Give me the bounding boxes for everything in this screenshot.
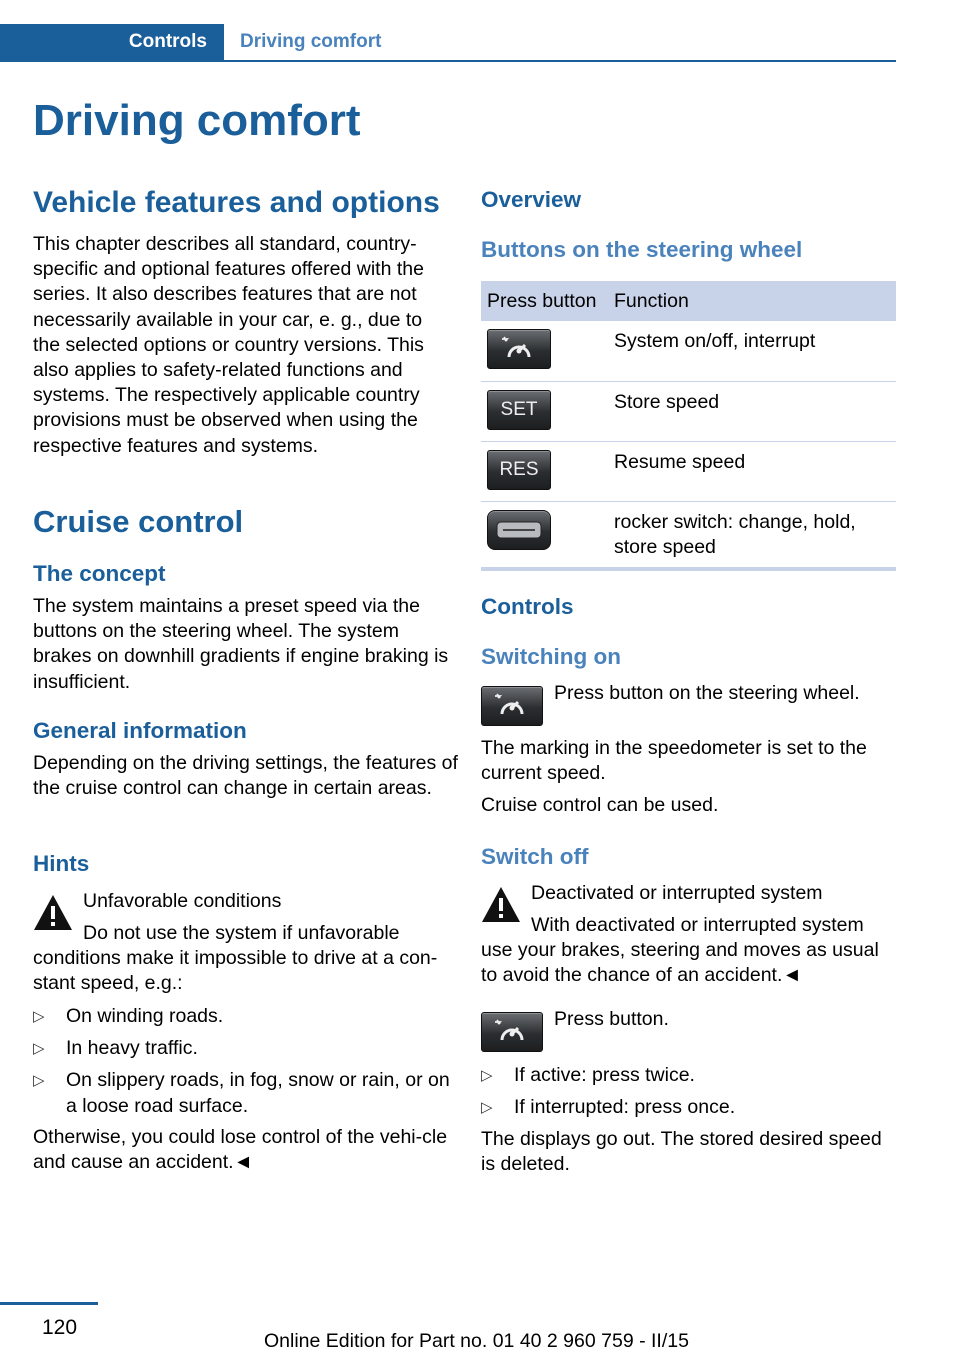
cruise-control-icon bbox=[487, 329, 551, 369]
controls-heading: Controls bbox=[481, 594, 574, 619]
conditions-list bbox=[33, 1004, 453, 1119]
warning-text-first-line: Do not use the system if unfavorable bbox=[83, 922, 400, 944]
switching-on-text: Press button on the steering wheel. bbox=[554, 682, 860, 704]
chapter-title: Driving comfort bbox=[33, 96, 361, 145]
hints-heading: Hints bbox=[33, 851, 90, 876]
displays-text: The displays go out. The stored desired speed is deleted. bbox=[481, 1128, 882, 1176]
header-divider bbox=[0, 60, 896, 62]
vehicle-features-text: This chapter describes all standard, country-specific and optional features offered with the series. It also describes features that are not necessarily available in your car, e. g., due to the selected options or country versions. This also applies to safety-related functions and systems. The respectively applicable country provisions must be observed when using the respective features and systems. bbox=[33, 233, 424, 457]
switch-off-warning-text: use your brakes, steering and moves as usual to avoid the chance of an accident.◄ bbox=[481, 939, 879, 987]
concept-text: The system maintains a preset speed via the buttons on the steering wheel. The system brakes on downhill gradients if engine braking is insufficient. bbox=[33, 595, 449, 693]
set-button-icon: SET bbox=[487, 390, 551, 430]
footer-rule bbox=[0, 1302, 98, 1305]
press-button-text: Press button. bbox=[554, 1008, 669, 1030]
function-cell: Store speed bbox=[608, 381, 896, 441]
warning-title: Unfavorable conditions bbox=[83, 890, 282, 912]
function-cell: System on/off, interrupt bbox=[608, 321, 896, 381]
function-cell: rocker switch: change, hold, store speed bbox=[608, 501, 896, 569]
warning-text: conditions make it impossible to drive at a con-stant speed, e.g.: bbox=[33, 947, 438, 995]
vehicle-features-heading: Vehicle features and options bbox=[33, 186, 440, 219]
list-item: ▷ On slippery roads, in fog, snow or rain, or on a loose road surface. bbox=[33, 1069, 450, 1117]
table-row bbox=[481, 501, 896, 569]
column-header-press: Press button bbox=[481, 281, 608, 321]
list-item: ▷ If interrupted: press once. bbox=[481, 1095, 896, 1120]
can-be-used-text: Cruise control can be used. bbox=[481, 794, 719, 816]
overview-heading: Overview bbox=[481, 187, 582, 212]
switch-off-warning-title: Deactivated or interrupted system bbox=[531, 882, 823, 904]
table-row bbox=[481, 381, 896, 441]
warning-icon bbox=[33, 893, 73, 933]
table-row bbox=[481, 441, 896, 501]
rocker-switch-icon bbox=[487, 510, 551, 550]
cruise-control-icon bbox=[481, 1012, 543, 1052]
switch-off-warning-first-line: With deactivated or interrupted system bbox=[531, 914, 864, 936]
buttons-heading: Buttons on the steering wheel bbox=[481, 237, 803, 262]
page-number: 120 bbox=[42, 1316, 78, 1339]
cruise-control-heading: Cruise control bbox=[33, 504, 244, 539]
buttons-table bbox=[481, 281, 896, 571]
bullet-marker: ▷ bbox=[33, 1072, 45, 1090]
bullet-marker: ▷ bbox=[33, 1040, 45, 1058]
warning-icon bbox=[481, 885, 521, 925]
function-cell: Resume speed bbox=[608, 441, 896, 501]
bullet-marker: ▷ bbox=[33, 1008, 45, 1025]
list-item: ▷ In heavy traffic. bbox=[33, 1036, 453, 1061]
general-information-heading: General information bbox=[33, 718, 247, 743]
otherwise-text: Otherwise, you could lose control of the vehi-cle and cause an accident.◄ bbox=[33, 1126, 448, 1174]
edition-text: Online Edition for Part no. 01 40 2 960 759 - II/15 bbox=[264, 1330, 689, 1352]
concept-heading: The concept bbox=[33, 561, 166, 586]
header-subsection-tab[interactable]: Driving comfort bbox=[240, 31, 382, 52]
marking-text: The marking in the speedometer is set to the current speed. bbox=[481, 737, 867, 785]
column-header-function: Function bbox=[608, 281, 896, 321]
res-button-icon: RES bbox=[487, 450, 551, 490]
switch-off-list bbox=[481, 1063, 896, 1120]
list-item: ▷ If active: press twice. bbox=[481, 1063, 896, 1088]
list-item: ▷ On winding roads. bbox=[33, 1004, 453, 1029]
switch-off-heading: Switch off bbox=[481, 844, 589, 869]
general-information-text: Depending on the driving settings, the features of the cruise control can change in certain areas. bbox=[33, 752, 458, 800]
header-bar bbox=[0, 24, 896, 62]
header-section-tab[interactable]: Controls bbox=[0, 24, 224, 60]
switching-on-heading: Switching on bbox=[481, 644, 621, 669]
bullet-marker: ▷ bbox=[481, 1099, 493, 1117]
bullet-marker: ▷ bbox=[481, 1067, 493, 1084]
cruise-control-icon bbox=[481, 686, 543, 726]
table-header-row bbox=[481, 281, 896, 321]
table-row bbox=[481, 321, 896, 381]
